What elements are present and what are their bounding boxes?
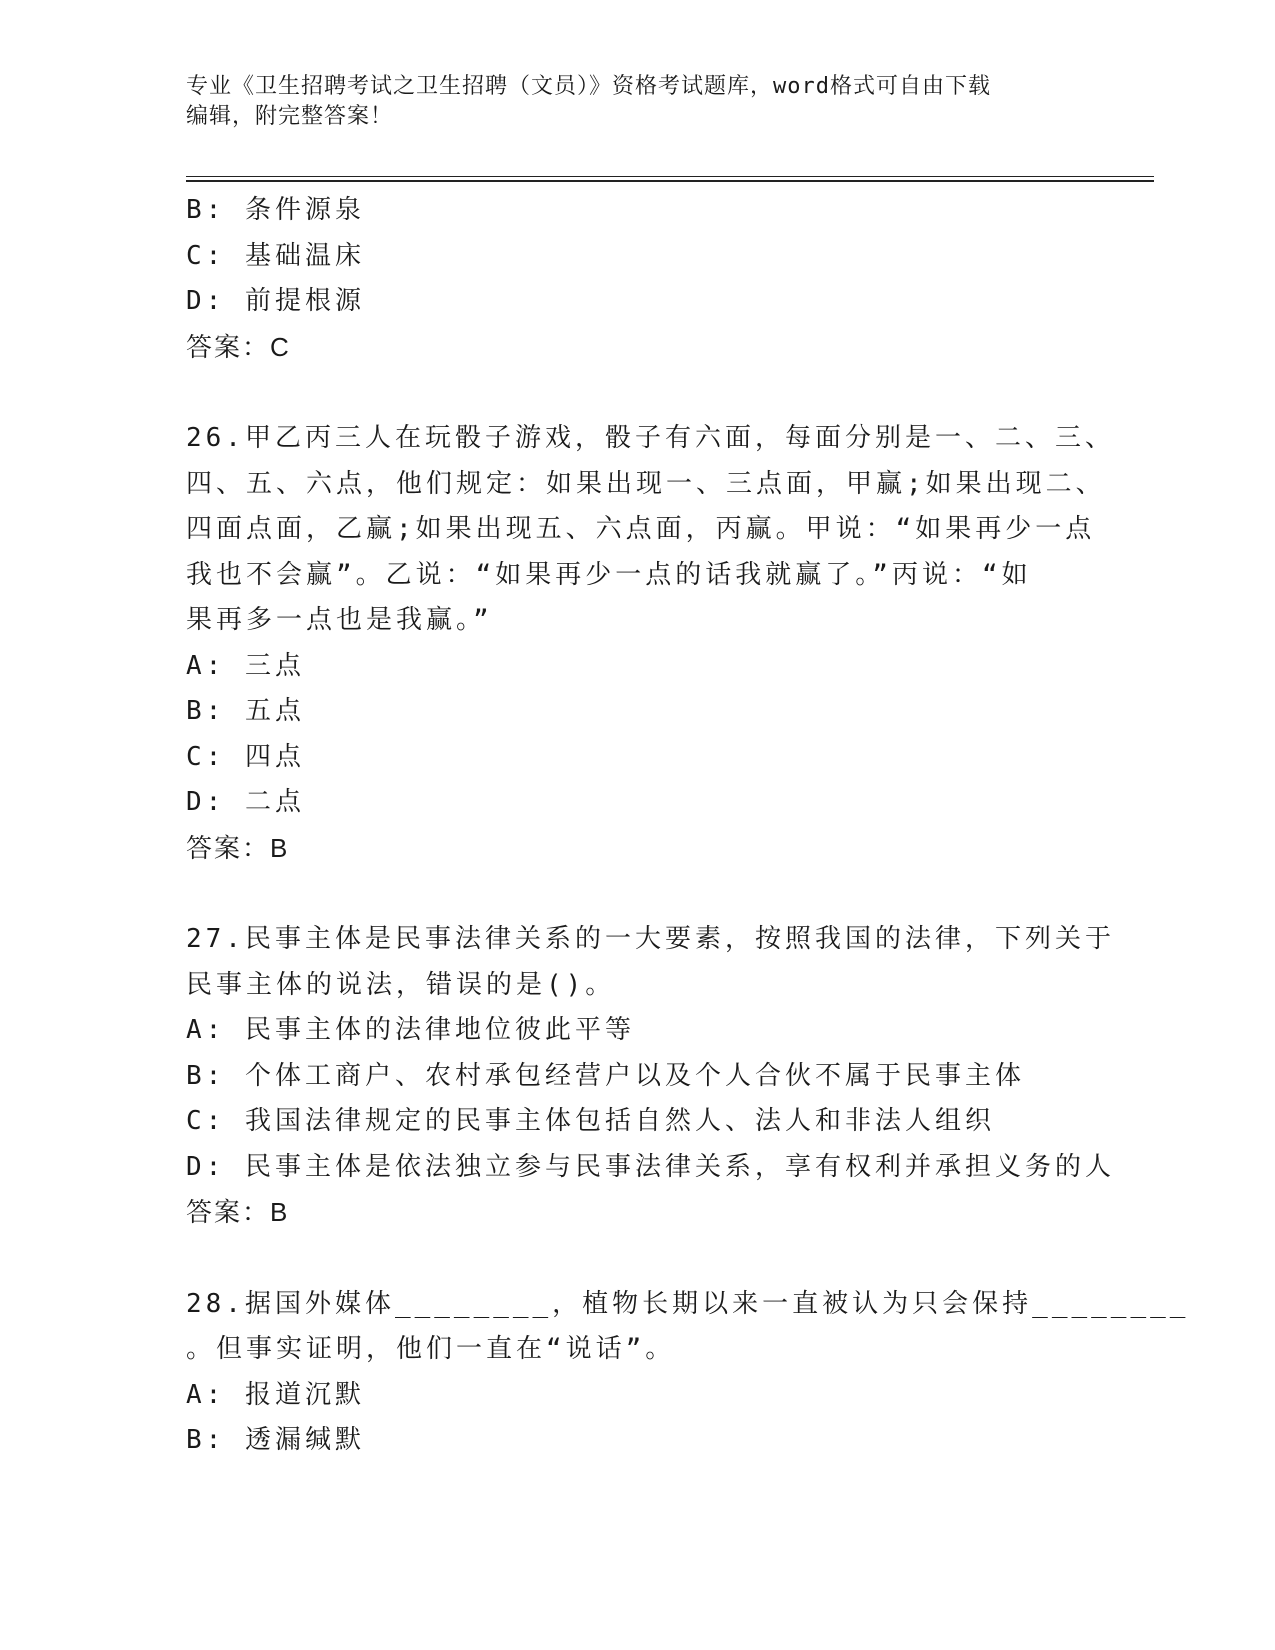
answer-label: 答案：C — [186, 331, 291, 362]
option-b: B: 个体工商户、农村承包经营户以及个人合伙不属于民事主体 — [186, 1060, 1025, 1091]
question-stem-line: 我也不会赢”。乙说：“如果再少一点的话我就赢了。”丙说：“如 — [186, 559, 1032, 590]
question-stem-line: 四面点面，乙赢;如果出现五、六点面，丙赢。甲说：“如果再少一点 — [186, 514, 1096, 544]
option-d: D: 民事主体是依法独立参与民事法律关系，享有权利并承担义务的人 — [186, 1151, 1115, 1182]
question-stem-line: 民事主体的说法，错误的是()。 — [186, 969, 616, 1000]
header-line-2: 编辑，附完整答案！ — [186, 104, 394, 129]
question-stem-line: 27.民事主体是民事法律关系的一大要素，按照我国的法律，下列关于 — [186, 924, 1115, 954]
header-divider-thick — [186, 180, 1154, 182]
option-c: C: 我国法律规定的民事主体包括自然人、法人和非法人组织 — [186, 1106, 995, 1136]
option-a: A: 三点 — [186, 650, 305, 681]
question-27 — [186, 917, 1115, 1236]
question-26 — [186, 416, 1115, 871]
option-a: A: 民事主体的法律地位彼此平等 — [186, 1015, 635, 1045]
question-25 — [186, 188, 1086, 370]
question-28 — [186, 1282, 1190, 1464]
header-divider-thin — [186, 176, 1154, 177]
spacer — [186, 871, 1086, 917]
question-stem-line: 26.甲乙丙三人在玩骰子游戏，骰子有六面，每面分别是一、二、三、 — [186, 423, 1115, 453]
option-c: C: 四点 — [186, 741, 305, 772]
option-d: D: 二点 — [186, 787, 305, 817]
option-b: B: 条件源泉 — [186, 195, 365, 225]
question-content — [186, 188, 1190, 1464]
question-stem-line: 四、五、六点，他们规定：如果出现一、三点面，甲赢;如果出现二、 — [186, 468, 1106, 499]
option-d: D: 前提根源 — [186, 286, 365, 316]
option-c: C: 基础温床 — [186, 240, 365, 271]
question-stem-line: 果再多一点也是我赢。” — [186, 605, 493, 635]
question-stem-line: 28.据国外媒体________，植物长期以来一直被认为只会保持________ — [186, 1288, 1190, 1319]
question-stem-line: 。但事实证明，他们一直在“说话”。 — [186, 1334, 676, 1364]
answer-label: 答案：B — [186, 1197, 290, 1227]
answer-label: 答案：B — [186, 832, 290, 863]
document-header — [186, 72, 1086, 132]
option-a: A: 报道沉默 — [186, 1379, 365, 1410]
spacer — [186, 1236, 1086, 1282]
option-b: B: 五点 — [186, 696, 305, 726]
option-b: B: 透漏缄默 — [186, 1425, 365, 1455]
spacer — [186, 370, 1086, 416]
header-line-1: 专业《卫生招聘考试之卫生招聘（文员）》资格考试题库，word格式可自由下载 — [186, 74, 991, 99]
